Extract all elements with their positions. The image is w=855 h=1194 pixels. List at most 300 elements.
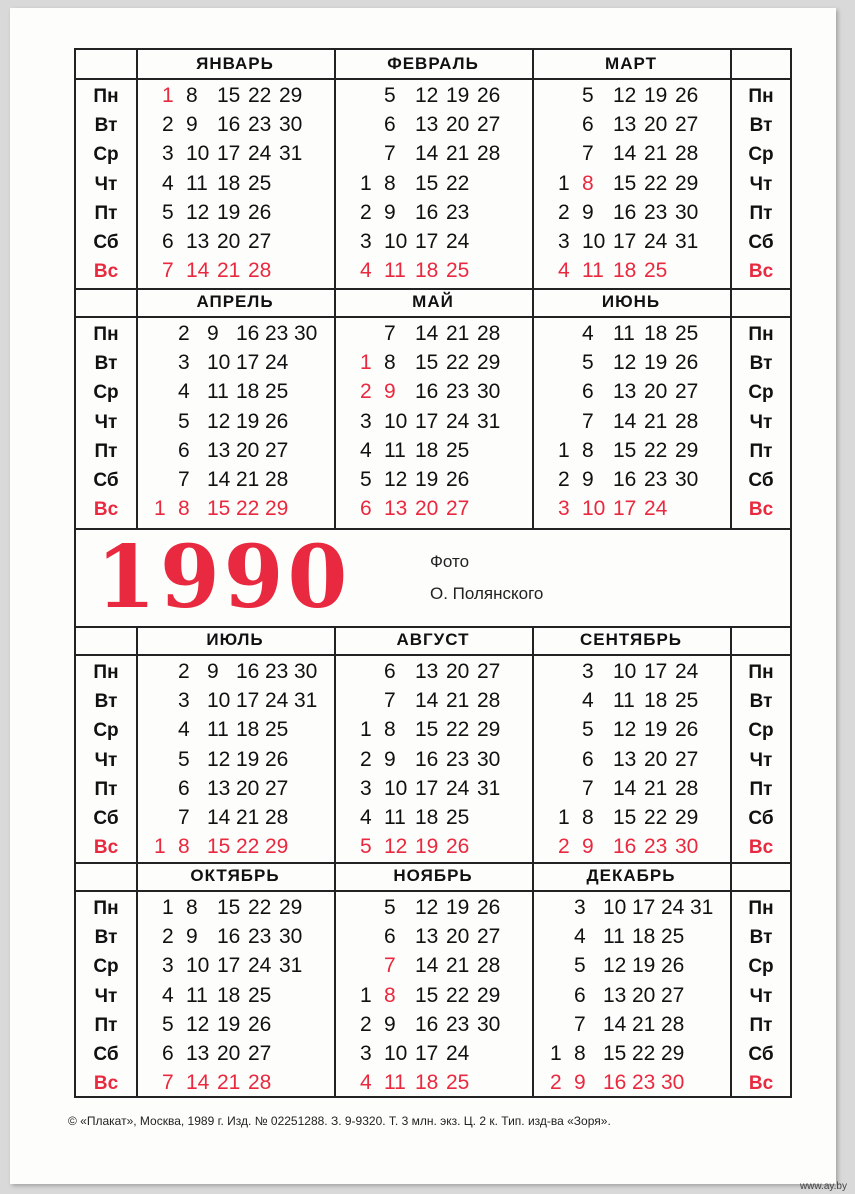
day-number: 1 xyxy=(360,171,372,195)
week-row xyxy=(550,954,719,980)
day-number: 17 xyxy=(236,351,260,375)
day-number: 15 xyxy=(217,896,241,919)
day-number: 28 xyxy=(248,259,272,283)
day-number: 1 xyxy=(162,896,174,919)
day-number xyxy=(360,896,384,922)
day-number xyxy=(558,351,582,377)
day-number xyxy=(279,172,310,198)
day-number: 26 xyxy=(477,84,501,107)
day-number: 11 xyxy=(613,322,635,345)
week-row xyxy=(558,439,706,465)
day-number xyxy=(690,1013,719,1039)
week-row xyxy=(162,113,310,139)
day-number: 25 xyxy=(446,438,470,462)
day-number xyxy=(360,113,384,139)
week-row xyxy=(550,896,719,922)
day-number: 25 xyxy=(446,259,470,283)
day-number: 7 xyxy=(384,954,396,978)
week-row xyxy=(360,748,508,774)
day-number: 18 xyxy=(236,380,260,404)
day-number xyxy=(294,806,323,832)
week-row xyxy=(558,84,706,110)
week-row xyxy=(162,142,310,168)
day-number xyxy=(294,497,323,523)
weekday-label-right: Сб xyxy=(748,808,774,829)
week-row xyxy=(162,172,310,198)
day-number xyxy=(154,777,178,803)
day-number xyxy=(477,806,508,832)
month-name: МАРТ xyxy=(605,54,657,73)
day-number: 11 xyxy=(186,983,208,1007)
weekday-label-left: Пт xyxy=(94,202,118,224)
weekday-label-left: Сб xyxy=(93,232,119,253)
day-number xyxy=(154,806,178,832)
day-number xyxy=(279,1013,310,1039)
week-row xyxy=(162,84,310,110)
day-number: 23 xyxy=(644,468,668,491)
week-row xyxy=(360,660,508,686)
week-row xyxy=(154,322,323,348)
week-row xyxy=(360,380,508,406)
day-number xyxy=(279,230,310,256)
week-row xyxy=(558,142,706,168)
day-number: 25 xyxy=(248,171,272,195)
week-row xyxy=(162,984,310,1010)
day-number: 9 xyxy=(186,113,198,137)
week-row xyxy=(360,497,508,523)
year-title: 1990 xyxy=(96,527,352,628)
day-number: 11 xyxy=(207,380,229,404)
day-number: 28 xyxy=(675,776,699,800)
day-number: 7 xyxy=(574,1012,586,1036)
day-number: 13 xyxy=(613,113,637,137)
week-row xyxy=(550,925,719,951)
day-number: 27 xyxy=(477,113,501,137)
day-number xyxy=(154,468,178,494)
day-number: 12 xyxy=(207,747,231,771)
day-number: 4 xyxy=(162,171,174,195)
week-row xyxy=(360,954,508,980)
day-number: 21 xyxy=(217,1071,241,1095)
week-row xyxy=(558,497,706,523)
day-number: 2 xyxy=(360,200,372,224)
week-row xyxy=(154,748,323,774)
day-number xyxy=(675,497,706,523)
day-number: 30 xyxy=(294,322,318,345)
week-row xyxy=(162,1013,310,1039)
weekday-label-left: Сб xyxy=(93,1044,119,1065)
day-number: 12 xyxy=(384,468,408,491)
weekday-label-left: Ср xyxy=(93,144,119,166)
day-number: 3 xyxy=(178,351,190,375)
day-number: 26 xyxy=(446,835,470,859)
day-number: 17 xyxy=(217,954,241,978)
day-number: 8 xyxy=(384,171,396,195)
day-number xyxy=(360,322,384,348)
day-number: 15 xyxy=(603,1042,627,1065)
day-number: 24 xyxy=(644,230,668,253)
day-number: 26 xyxy=(675,718,699,742)
day-number: 22 xyxy=(248,84,272,107)
week-row xyxy=(162,925,310,951)
day-number: 14 xyxy=(415,142,439,166)
day-number: 13 xyxy=(186,1042,210,1065)
weekday-label-left: Пт xyxy=(94,778,118,800)
month-band-2 xyxy=(76,288,790,528)
day-number: 5 xyxy=(162,200,174,224)
weekday-label-left: Чт xyxy=(94,173,118,195)
day-number: 8 xyxy=(178,835,190,859)
day-number xyxy=(477,1042,508,1068)
week-row xyxy=(154,468,323,494)
day-number: 21 xyxy=(644,409,668,433)
week-row xyxy=(162,896,310,922)
day-number: 19 xyxy=(644,351,668,375)
day-number xyxy=(154,351,178,377)
day-number xyxy=(154,322,178,348)
weekday-label-right: Вс xyxy=(748,499,774,521)
day-number: 30 xyxy=(675,835,699,859)
day-number: 12 xyxy=(603,954,627,978)
day-number: 29 xyxy=(675,806,699,829)
day-number xyxy=(154,689,178,715)
day-number: 1 xyxy=(558,438,570,462)
photographer-name: О. Полянского xyxy=(430,584,544,603)
day-number: 9 xyxy=(207,322,219,345)
weekday-label-right: Пт xyxy=(749,1014,773,1036)
weekday-label-left: Пн xyxy=(93,86,119,107)
day-number: 12 xyxy=(384,835,408,859)
day-number: 31 xyxy=(477,409,501,433)
day-number: 8 xyxy=(186,84,198,107)
weekday-label-left: Вт xyxy=(94,353,118,375)
week-row xyxy=(360,230,508,256)
day-number: 22 xyxy=(236,497,260,521)
day-number: 11 xyxy=(384,259,406,283)
day-number xyxy=(550,925,574,951)
week-row xyxy=(360,925,508,951)
weekday-label-right: Сб xyxy=(748,470,774,491)
day-number: 24 xyxy=(446,1042,470,1065)
day-number: 13 xyxy=(415,113,439,137)
week-row xyxy=(558,380,706,406)
weekday-label-right: Вс xyxy=(748,837,774,859)
day-number: 19 xyxy=(236,747,260,771)
day-number: 29 xyxy=(661,1042,685,1065)
day-number: 24 xyxy=(446,776,470,800)
day-number: 23 xyxy=(248,113,272,137)
day-number: 22 xyxy=(644,171,668,195)
day-number xyxy=(360,925,384,951)
week-row xyxy=(558,259,706,285)
day-number: 22 xyxy=(248,896,272,919)
day-number: 9 xyxy=(186,925,198,949)
day-number: 16 xyxy=(415,380,439,404)
day-number: 7 xyxy=(178,468,190,491)
day-number: 5 xyxy=(582,718,594,742)
day-number xyxy=(690,954,719,980)
day-number: 16 xyxy=(236,660,260,683)
day-number: 28 xyxy=(248,1071,272,1095)
day-number: 26 xyxy=(675,84,699,107)
week-row xyxy=(162,1071,310,1097)
header-underline xyxy=(76,316,790,318)
day-number: 27 xyxy=(248,230,272,253)
imprint-footer: © «Плакат», Москва, 1989 г. Изд. № 02251288. З. 9-9320. Т. 3 млн. экз. Ц. 2 к. Тип. изд-ва «Зоря». xyxy=(68,1114,611,1128)
day-number xyxy=(294,410,323,436)
day-number: 16 xyxy=(415,1012,439,1036)
day-number: 14 xyxy=(415,954,439,978)
day-number: 14 xyxy=(613,776,637,800)
day-number: 29 xyxy=(265,497,289,521)
day-number: 27 xyxy=(675,747,699,771)
day-number: 11 xyxy=(186,171,208,195)
day-number xyxy=(558,142,582,168)
week-row xyxy=(360,689,508,715)
day-number: 18 xyxy=(217,171,241,195)
day-number xyxy=(154,718,178,744)
day-number: 16 xyxy=(236,322,260,345)
day-number: 30 xyxy=(675,200,699,224)
day-number: 17 xyxy=(644,660,668,683)
day-number: 14 xyxy=(207,806,231,829)
week-row xyxy=(162,201,310,227)
day-number: 17 xyxy=(415,776,439,800)
day-number: 24 xyxy=(265,351,289,375)
day-number: 10 xyxy=(207,351,231,375)
column-divider xyxy=(136,288,138,528)
day-number: 31 xyxy=(477,776,501,800)
day-number: 9 xyxy=(384,747,396,771)
week-row xyxy=(154,660,323,686)
day-number: 30 xyxy=(675,468,699,491)
day-number: 31 xyxy=(279,954,303,978)
day-number: 3 xyxy=(558,497,570,521)
day-number xyxy=(294,748,323,774)
day-number: 2 xyxy=(162,113,174,137)
day-number: 26 xyxy=(265,409,289,433)
day-number xyxy=(558,322,582,348)
day-number: 29 xyxy=(477,983,501,1007)
day-number: 8 xyxy=(384,351,396,375)
day-number: 22 xyxy=(644,806,668,829)
day-number: 11 xyxy=(613,689,635,713)
day-number: 9 xyxy=(384,380,396,404)
day-number: 6 xyxy=(384,925,396,949)
day-number: 1 xyxy=(360,351,372,375)
week-row xyxy=(558,718,706,744)
day-number: 7 xyxy=(384,322,396,345)
column-divider xyxy=(334,626,336,862)
day-number: 15 xyxy=(415,171,439,195)
weekday-label-left: Вс xyxy=(93,261,119,283)
week-row xyxy=(558,835,706,861)
week-row xyxy=(154,718,323,744)
weekday-label-right: Ср xyxy=(748,144,774,166)
day-number: 20 xyxy=(236,438,260,462)
day-number xyxy=(558,689,582,715)
day-number: 6 xyxy=(384,660,396,683)
weekday-label-right: Вс xyxy=(748,1073,774,1095)
weekday-label-right: Пн xyxy=(748,86,774,107)
week-row xyxy=(558,201,706,227)
week-row xyxy=(558,172,706,198)
day-number: 29 xyxy=(279,84,303,107)
day-number: 17 xyxy=(236,689,260,713)
day-number: 18 xyxy=(415,806,439,829)
day-number xyxy=(690,925,719,951)
day-number: 25 xyxy=(265,380,289,404)
weekday-label-left: Чт xyxy=(94,985,118,1007)
day-number xyxy=(477,439,508,465)
column-divider xyxy=(334,862,336,1096)
column-divider xyxy=(136,50,138,288)
week-row xyxy=(154,410,323,436)
day-number: 20 xyxy=(644,747,668,771)
week-row xyxy=(558,113,706,139)
day-number: 7 xyxy=(582,142,594,166)
day-number: 12 xyxy=(613,718,637,742)
day-number: 23 xyxy=(265,322,289,345)
day-number: 30 xyxy=(294,660,318,683)
day-number: 22 xyxy=(446,351,470,375)
day-number: 4 xyxy=(360,1071,372,1095)
day-number: 23 xyxy=(644,835,668,859)
day-number: 25 xyxy=(675,689,699,713)
day-number: 7 xyxy=(384,142,396,166)
day-number: 29 xyxy=(279,896,303,919)
day-number: 8 xyxy=(186,896,198,919)
day-number: 27 xyxy=(675,113,699,137)
day-number: 23 xyxy=(644,200,668,224)
day-number: 25 xyxy=(446,806,470,829)
day-number: 7 xyxy=(582,409,594,433)
week-row xyxy=(360,84,508,110)
day-number: 15 xyxy=(613,438,637,462)
week-row xyxy=(360,468,508,494)
header-underline xyxy=(76,78,790,80)
day-number: 17 xyxy=(217,142,241,166)
day-number: 18 xyxy=(415,1071,439,1095)
day-number: 27 xyxy=(477,925,501,949)
weekday-label-right: Чт xyxy=(749,173,773,195)
weekday-label-right: Пн xyxy=(748,324,774,345)
day-number: 1 xyxy=(550,1042,562,1065)
day-number: 30 xyxy=(477,747,501,771)
day-number xyxy=(690,1042,719,1068)
day-number: 22 xyxy=(446,983,470,1007)
week-row xyxy=(360,718,508,744)
day-number: 1 xyxy=(558,806,570,829)
day-number: 14 xyxy=(613,409,637,433)
day-number: 29 xyxy=(477,351,501,375)
day-number: 4 xyxy=(558,259,570,283)
weekday-label-left: Вт xyxy=(94,927,118,949)
day-number: 11 xyxy=(384,438,406,462)
week-row xyxy=(162,1042,310,1068)
day-number: 18 xyxy=(415,259,439,283)
day-number: 16 xyxy=(415,747,439,771)
day-number: 8 xyxy=(582,438,594,462)
day-number: 16 xyxy=(217,113,241,137)
day-number xyxy=(477,468,508,494)
day-number: 5 xyxy=(178,747,190,771)
day-number: 14 xyxy=(186,259,210,283)
day-number xyxy=(477,835,508,861)
weekday-label-right: Сб xyxy=(748,232,774,253)
column-divider xyxy=(532,626,534,862)
day-number: 21 xyxy=(446,689,470,713)
day-number: 8 xyxy=(384,718,396,742)
day-number: 5 xyxy=(384,896,396,919)
day-number: 3 xyxy=(360,409,372,433)
day-number: 4 xyxy=(582,322,594,345)
week-row xyxy=(154,806,323,832)
day-number: 27 xyxy=(446,497,470,521)
day-number: 27 xyxy=(265,776,289,800)
day-number: 26 xyxy=(248,1012,272,1036)
day-number: 6 xyxy=(574,983,586,1007)
day-number: 26 xyxy=(675,351,699,375)
day-number: 28 xyxy=(477,954,501,978)
day-number: 13 xyxy=(613,380,637,404)
day-number: 19 xyxy=(415,835,439,859)
day-number: 4 xyxy=(582,689,594,713)
day-number: 26 xyxy=(265,747,289,771)
day-number: 23 xyxy=(248,925,272,949)
day-number: 9 xyxy=(574,1071,586,1095)
day-number: 12 xyxy=(186,1012,210,1036)
day-number: 30 xyxy=(279,925,303,949)
day-number: 10 xyxy=(384,776,408,800)
day-number: 26 xyxy=(661,954,685,978)
day-number xyxy=(294,468,323,494)
day-number: 22 xyxy=(632,1042,656,1065)
day-number: 9 xyxy=(384,1012,396,1036)
day-number xyxy=(477,259,508,285)
day-number xyxy=(690,1071,719,1097)
day-number xyxy=(294,439,323,465)
day-number xyxy=(154,748,178,774)
day-number: 18 xyxy=(217,983,241,1007)
day-number: 29 xyxy=(265,835,289,859)
day-number: 2 xyxy=(558,835,570,859)
day-number xyxy=(477,1071,508,1097)
day-number: 17 xyxy=(415,1042,439,1065)
day-number: 6 xyxy=(360,497,372,521)
day-number xyxy=(294,835,323,861)
day-number: 6 xyxy=(582,113,594,137)
week-row xyxy=(162,230,310,256)
day-number xyxy=(558,380,582,406)
day-number xyxy=(294,777,323,803)
week-row xyxy=(360,439,508,465)
week-row xyxy=(550,984,719,1010)
weekday-label-left: Вт xyxy=(94,115,118,137)
day-number: 15 xyxy=(217,84,241,107)
weekday-label-left: Сб xyxy=(93,808,119,829)
day-number: 10 xyxy=(582,230,606,253)
day-number: 11 xyxy=(603,925,625,949)
weekday-label-right: Чт xyxy=(749,749,773,771)
day-number: 27 xyxy=(661,983,685,1007)
day-number: 23 xyxy=(446,200,470,224)
day-number: 2 xyxy=(360,747,372,771)
day-number: 25 xyxy=(644,259,668,283)
day-number: 21 xyxy=(446,954,470,978)
day-number: 14 xyxy=(603,1012,627,1036)
month-name: ФЕВРАЛЬ xyxy=(387,54,479,73)
